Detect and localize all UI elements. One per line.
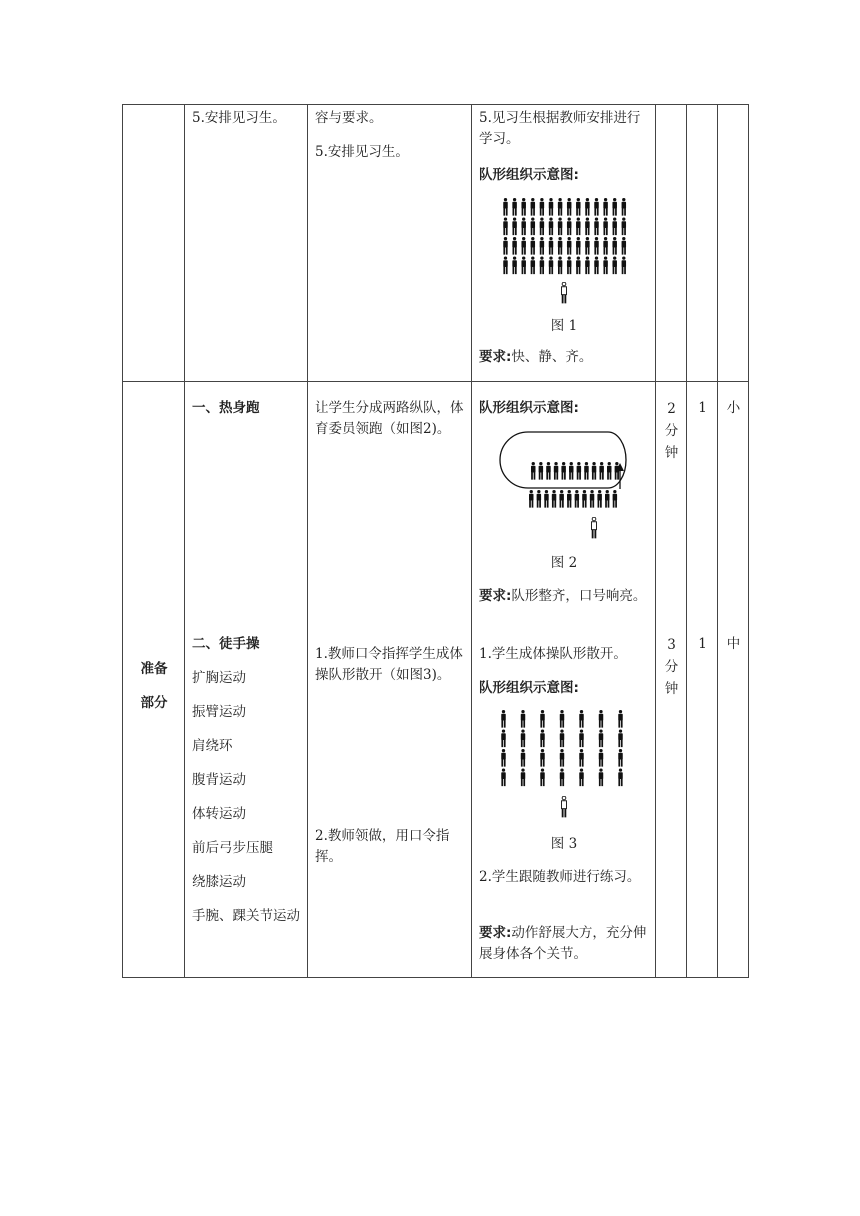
student-cell xyxy=(472,105,656,382)
student-figure xyxy=(558,257,563,275)
requirement xyxy=(479,347,592,368)
student-figure xyxy=(521,257,526,275)
student-figure xyxy=(567,490,572,508)
student-figure xyxy=(579,769,584,787)
student-text: 5.见习生根据教师安排进行学习。 xyxy=(479,110,641,147)
student-figure xyxy=(501,749,506,767)
exercise-count: 1 xyxy=(698,636,707,652)
exercise-list xyxy=(192,668,304,940)
student-figure xyxy=(552,490,557,508)
teacher-text-1: 容与要求。 xyxy=(315,110,383,126)
student-figure xyxy=(529,490,534,508)
teacher-text-2: 5.安排见习生。 xyxy=(315,144,409,160)
student-figure xyxy=(540,218,545,236)
formation-diagram-2 xyxy=(498,427,628,542)
student-figure xyxy=(521,237,526,255)
student-figure xyxy=(607,462,612,480)
student-figure xyxy=(512,218,517,236)
exercise-item: 体转运动 xyxy=(192,806,246,822)
student-figure xyxy=(540,237,545,255)
intensity-cell-empty xyxy=(718,105,749,382)
exercise-item: 振臂运动 xyxy=(192,704,246,720)
student-figure xyxy=(603,218,608,236)
student-figure xyxy=(594,237,599,255)
student-figure xyxy=(531,257,536,275)
requirement-2: 要求:队形整齐，口号响亮。 xyxy=(479,588,647,604)
exercise-title: 二、徒手操 xyxy=(192,636,260,652)
content-cell-2 xyxy=(185,382,308,978)
student-figure xyxy=(622,198,627,216)
student-figure xyxy=(622,218,627,236)
student-figure xyxy=(576,257,581,275)
student-figure xyxy=(605,490,610,508)
student-figure xyxy=(618,730,623,748)
student-figure xyxy=(503,198,508,216)
student-figure xyxy=(558,237,563,255)
student-figure xyxy=(540,749,545,767)
student-figure xyxy=(622,237,627,255)
exercise-item: 绕膝运动 xyxy=(192,874,246,890)
teacher-cell xyxy=(308,105,472,382)
student-figure xyxy=(521,749,526,767)
teacher-figure-2 xyxy=(592,517,597,538)
student-figure xyxy=(549,257,554,275)
student-figure xyxy=(612,257,617,275)
student-figure xyxy=(603,198,608,216)
student-figure xyxy=(576,198,581,216)
student-figure xyxy=(501,730,506,748)
student-figure xyxy=(576,218,581,236)
figure-caption: 图 1 xyxy=(550,318,578,334)
student-figure xyxy=(597,490,602,508)
student-figure xyxy=(579,730,584,748)
student-figure xyxy=(558,218,563,236)
student-figure xyxy=(501,710,506,728)
student-figure xyxy=(521,730,526,748)
student-figure xyxy=(546,462,551,480)
count-cell-empty xyxy=(687,105,718,382)
student-figure xyxy=(531,237,536,255)
requirement-text: 快、静、齐。 xyxy=(511,349,593,365)
student-figure xyxy=(612,198,617,216)
student-figure xyxy=(521,769,526,787)
student-figure xyxy=(512,237,517,255)
diagram-label-2: 队形组织示意图: xyxy=(479,400,579,416)
student-figure xyxy=(592,462,597,480)
student-figure xyxy=(579,749,584,767)
figure-caption-3: 图 3 xyxy=(550,836,578,852)
exercise-item: 前后弓步压腿 xyxy=(192,840,273,856)
student-figure xyxy=(512,198,517,216)
student-figure xyxy=(561,462,566,480)
student-figure xyxy=(540,257,545,275)
exercise-item: 扩胸运动 xyxy=(192,670,246,686)
student-figure xyxy=(537,490,542,508)
student-figure xyxy=(549,198,554,216)
count-cell xyxy=(687,382,718,978)
student-figure xyxy=(521,710,526,728)
section-cell xyxy=(123,382,185,978)
student-figure xyxy=(549,218,554,236)
student-figure xyxy=(577,462,582,480)
figure-caption-2: 图 2 xyxy=(550,555,578,571)
student-figure xyxy=(567,198,572,216)
student-figure xyxy=(599,710,604,728)
student-figure xyxy=(560,710,565,728)
student-figure xyxy=(579,710,584,728)
student-figure xyxy=(585,198,590,216)
student-figure xyxy=(585,218,590,236)
content-cell xyxy=(185,105,308,382)
teacher-figure xyxy=(562,282,567,303)
student-figure xyxy=(594,198,599,216)
section-cell-empty xyxy=(123,105,185,382)
student-figure xyxy=(585,257,590,275)
lesson-plan-table xyxy=(122,104,749,978)
student-figure xyxy=(575,490,580,508)
warmup-time: 2 分 钟 xyxy=(664,401,679,461)
student-figure xyxy=(549,237,554,255)
formation-diagram-1 xyxy=(500,196,630,306)
teacher-figure-3 xyxy=(562,796,567,817)
student-figure xyxy=(539,462,544,480)
student-figure xyxy=(503,237,508,255)
student-figure xyxy=(594,218,599,236)
student-figure xyxy=(576,237,581,255)
time-cell xyxy=(656,382,687,978)
student-figure xyxy=(544,490,549,508)
student-figure xyxy=(618,749,623,767)
student-figure xyxy=(603,237,608,255)
student-figure xyxy=(612,237,617,255)
student-figure xyxy=(558,198,563,216)
student-figure xyxy=(540,198,545,216)
student-figure xyxy=(503,257,508,275)
student-figure xyxy=(531,198,536,216)
student-figure xyxy=(599,749,604,767)
section-label: 准备 部分 xyxy=(140,661,168,711)
student-figure xyxy=(599,730,604,748)
student-figure xyxy=(521,218,526,236)
exercise-teacher-text-2: 2.教师领做，用口令指挥。 xyxy=(315,828,450,865)
student-figure xyxy=(554,462,559,480)
student-figure xyxy=(622,257,627,275)
student-figure xyxy=(613,490,618,508)
student-figure xyxy=(512,257,517,275)
student-figure xyxy=(540,769,545,787)
exercise-student-text-2: 2.学生跟随教师进行练习。 xyxy=(479,869,641,885)
student-figure xyxy=(603,257,608,275)
student-figure xyxy=(567,237,572,255)
student-figure xyxy=(560,749,565,767)
requirement-3: 要求:动作舒展大方，充分伸展身体各个关节。 xyxy=(479,925,647,962)
exercise-item: 手腕、踝关节运动 xyxy=(192,908,300,924)
student-figure xyxy=(501,769,506,787)
warmup-title: 一、热身跑 xyxy=(192,400,260,416)
warmup-intensity: 小 xyxy=(726,400,741,416)
student-figure xyxy=(618,769,623,787)
exercise-teacher-text-1: 1.教师口令指挥学生成体操队形散开（如图3)。 xyxy=(315,646,463,683)
student-figure xyxy=(503,218,508,236)
student-figure xyxy=(599,462,604,480)
exercise-item: 腹背运动 xyxy=(192,772,246,788)
student-cell-2 xyxy=(472,382,656,978)
diagram-label-3: 队形组织示意图: xyxy=(479,680,579,696)
student-figure xyxy=(531,462,536,480)
diagram-label: 队形组织示意图: xyxy=(479,167,579,183)
student-figure xyxy=(531,218,536,236)
student-figure xyxy=(567,257,572,275)
student-figure xyxy=(567,218,572,236)
student-figure xyxy=(584,462,589,480)
student-figure xyxy=(560,769,565,787)
warmup-teacher-text: 让学生分成两路纵队，体育委员领跑（如图2)。 xyxy=(315,400,464,437)
student-figure xyxy=(540,730,545,748)
requirement-label: 要求: xyxy=(479,349,512,365)
formation-diagram-3 xyxy=(498,708,628,820)
student-figure xyxy=(521,198,526,216)
content-text: 5.安排见习生。 xyxy=(192,110,286,126)
student-figure xyxy=(618,710,623,728)
student-figure xyxy=(594,257,599,275)
student-figure xyxy=(612,218,617,236)
warmup-count: 1 xyxy=(698,400,707,416)
exercise-item: 肩绕环 xyxy=(192,738,233,754)
student-figure xyxy=(585,237,590,255)
student-figure xyxy=(599,769,604,787)
student-figure xyxy=(540,710,545,728)
student-figure xyxy=(559,490,564,508)
intensity-cell xyxy=(718,382,749,978)
student-figure xyxy=(590,490,595,508)
exercise-intensity: 中 xyxy=(726,636,741,652)
student-figure xyxy=(560,730,565,748)
exercise-student-text-1: 1.学生成体操队形散开。 xyxy=(479,646,627,662)
student-figure xyxy=(569,462,574,480)
student-figure xyxy=(582,490,587,508)
exercise-time: 3 分 钟 xyxy=(664,637,679,697)
teacher-cell-2 xyxy=(308,382,472,978)
time-cell-empty xyxy=(656,105,687,382)
